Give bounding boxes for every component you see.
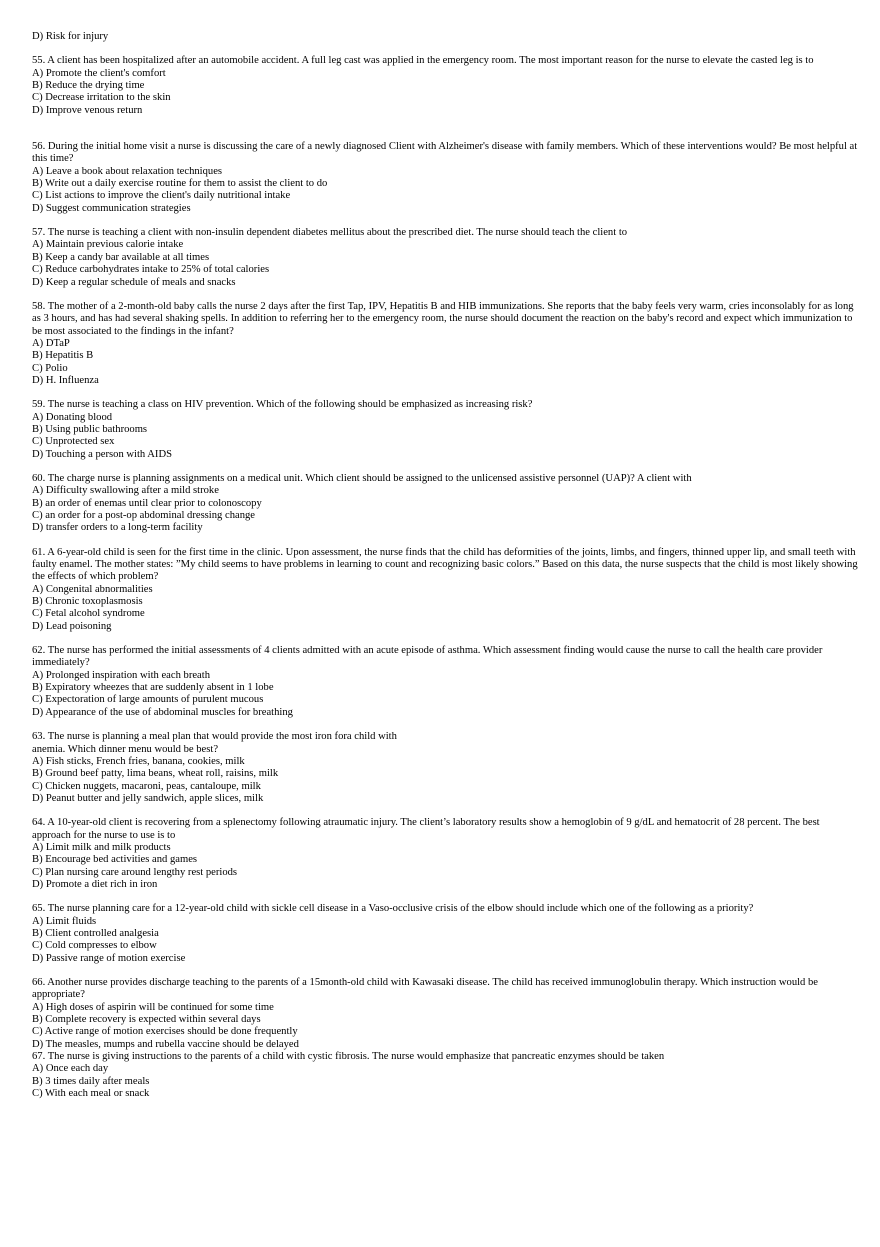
question-stem: 58. The mother of a 2-month-old baby calls the nurse 2 days after the first Tap, IPV, Hepatitis B and HIB immunizations. She reports that the baby feels very warm, cries inconsolably for as long as 3 hours, and has had several shaking spells. In addition to referring her to the emergency room, the nurse should document the reaction on the baby's record and expect which immunization to be most associated to the findings in the infant?	[32, 300, 854, 337]
question-stem: 56. During the initial home visit a nurse is discussing the care of a newly diagnosed Client with Alzheimer's disease with family members. Which of these interventions would? Be most helpful at this time?	[32, 141, 858, 165]
answer-option: B) 3 times daily after meals	[32, 1075, 150, 1087]
answer-option: B) Reduce the drying time	[32, 80, 145, 92]
question-stem: anemia. Which dinner menu would be best?	[32, 743, 219, 755]
question-stem: 57. The nurse is teaching a client with non-insulin dependent diabetes mellitus about the prescribed diet. The nurse should teach the client to	[32, 227, 628, 239]
answer-option: C) Cold compresses to elbow	[32, 940, 157, 952]
answer-option: D) Keep a regular schedule of meals and snacks	[32, 276, 236, 288]
question-block	[32, 473, 858, 535]
question-stem: 63. The nurse is planning a meal plan that would provide the most iron fora child with	[32, 731, 397, 743]
question-block	[32, 547, 858, 633]
question-list	[32, 55, 858, 1100]
question-stem: 61. A 6-year-old child is seen for the first time in the clinic. Upon assessment, the nurse finds that the child has deformities of the joints, limbs, and fingers, thinned upper lip, and small teeth with faulty enamel. The mother states: ”My child seems to have problems in learning to count and recognizing basic colors.” Based on this data, the nurse suspects that the child is most likely showing the effects of which problem?	[32, 546, 858, 583]
answer-option: C) With each meal or snack	[32, 1088, 150, 1100]
document-page	[32, 31, 858, 1100]
question-block	[32, 301, 858, 387]
answer-option: A) Difficulty swallowing after a mild stroke	[32, 485, 219, 497]
answer-option: B) an order of enemas until clear prior to colonoscopy	[32, 497, 262, 509]
answer-option: A) Leave a book about relaxation techniques	[32, 165, 223, 177]
answer-option: A) Limit milk and milk products	[32, 841, 171, 853]
answer-option: D) Peanut butter and jelly sandwich, apple slices, milk	[32, 792, 264, 804]
question-stem: 55. A client has been hospitalized after an automobile accident. A full leg cast was applied in the emergency room. The most important reason for the nurse to elevate the casted leg is to	[32, 55, 814, 67]
answer-option: D) Promote a diet rich in iron	[32, 878, 158, 890]
answer-option: A) Promote the client's comfort	[32, 67, 166, 79]
answer-option: B) Chronic toxoplasmosis	[32, 596, 143, 608]
answer-option: D) Suggest communication strategies	[32, 202, 191, 214]
answer-option: C) Decrease irritation to the skin	[32, 92, 171, 104]
answer-option: C) Plan nursing care around lengthy rest periods	[32, 866, 238, 878]
question-block	[32, 977, 858, 1051]
answer-option: D) transfer orders to a long-term facility	[32, 522, 203, 534]
answer-option: D) Lead poisoning	[32, 620, 112, 632]
answer-option: B) Keep a candy bar available at all times	[32, 251, 210, 263]
question-stem: 64. A 10-year-old client is recovering from a splenectomy following atraumatic injury. The client’s laboratory results show a hemoglobin of 9 g/dL and hematocrit of 28 percent. The best approach for the nurse to use is to	[32, 817, 820, 841]
answer-option: A) Prolonged inspiration with each breath	[32, 669, 210, 681]
answer-option: A) Donating blood	[32, 411, 113, 423]
question-block	[32, 141, 858, 215]
question-block	[32, 645, 858, 719]
answer-option: A) Congenital abnormalities	[32, 583, 153, 595]
prior-answer-option: D) Risk for injury	[32, 31, 109, 42]
answer-option: D) The measles, mumps and rubella vaccine should be delayed	[32, 1038, 299, 1050]
answer-option: C) Expectoration of large amounts of purulent mucous	[32, 694, 264, 706]
answer-option: C) Polio	[32, 362, 68, 374]
answer-option: C) Reduce carbohydrates intake to 25% of total calories	[32, 264, 270, 276]
question-block	[32, 731, 858, 805]
answer-option: A) Once each day	[32, 1063, 109, 1075]
answer-option: D) Improve venous return	[32, 104, 143, 116]
answer-option: B) Expiratory wheezes that are suddenly absent in 1 lobe	[32, 682, 274, 694]
answer-option: C) Unprotected sex	[32, 436, 115, 448]
answer-option: C) an order for a post-op abdominal dressing change	[32, 510, 255, 521]
answer-option: B) Client controlled analgesia	[32, 927, 159, 939]
question-block	[32, 1051, 858, 1100]
answer-option: B) Encourage bed activities and games	[32, 854, 198, 866]
answer-option: B) Write out a daily exercise routine for them to assist the client to do	[32, 178, 328, 190]
answer-option: A) Limit fluids	[32, 915, 97, 927]
question-stem: 60. The charge nurse is planning assignments on a medical unit. Which client should be assigned to the unlicensed assistive personnel (UAP)? A client with	[32, 472, 692, 484]
answer-option: D) Touching a person with AIDS	[32, 448, 173, 460]
question-stem: 65. The nurse planning care for a 12-year-old child with sickle cell disease in a Vaso-occlusive crisis of the elbow should include which one of the following as a priority?	[32, 903, 754, 915]
question-block	[32, 817, 858, 891]
answer-option: D) H. Influenza	[32, 374, 99, 386]
question-block	[32, 903, 858, 965]
question-block	[32, 399, 858, 461]
question-stem: 66. Another nurse provides discharge teaching to the parents of a 15month-old child with Kawasaki disease. The child has received immunoglobulin therapy. Which instruction would be appropriate?	[32, 977, 819, 1001]
answer-option: C) Fetal alcohol syndrome	[32, 608, 145, 620]
answer-option: A) Fish sticks, French fries, banana, cookies, milk	[32, 755, 245, 767]
answer-option: A) Maintain previous calorie intake	[32, 239, 184, 251]
answer-option: A) High doses of aspirin will be continued for some time	[32, 1001, 274, 1013]
answer-option: D) Passive range of motion exercise	[32, 952, 186, 964]
question-block	[32, 227, 858, 289]
answer-option: C) Chicken nuggets, macaroni, peas, cantaloupe, milk	[32, 780, 261, 792]
answer-option: B) Ground beef patty, lima beans, wheat roll, raisins, milk	[32, 768, 279, 780]
question-stem: 67. The nurse is giving instructions to the parents of a child with cystic fibrosis. The nurse would emphasize that pancreatic enzymes should be taken	[32, 1051, 665, 1063]
answer-option: A) DTaP	[32, 337, 70, 349]
answer-option: C) List actions to improve the client's daily nutritional intake	[32, 190, 291, 202]
question-stem: 62. The nurse has performed the initial assessments of 4 clients admitted with an acute episode of asthma. Which assessment finding would cause the nurse to call the health care provider immediately?	[32, 645, 823, 669]
answer-option: D) Appearance of the use of abdominal muscles for breathing	[32, 706, 293, 718]
question-block	[32, 55, 858, 117]
question-stem: 59. The nurse is teaching a class on HIV prevention. Which of the following should be emphasized as increasing risk?	[32, 399, 533, 411]
answer-option: C) Active range of motion exercises should be done frequently	[32, 1026, 298, 1038]
answer-option: B) Using public bathrooms	[32, 423, 148, 435]
answer-option: B) Hepatitis B	[32, 350, 94, 362]
answer-option: B) Complete recovery is expected within several days	[32, 1014, 261, 1026]
